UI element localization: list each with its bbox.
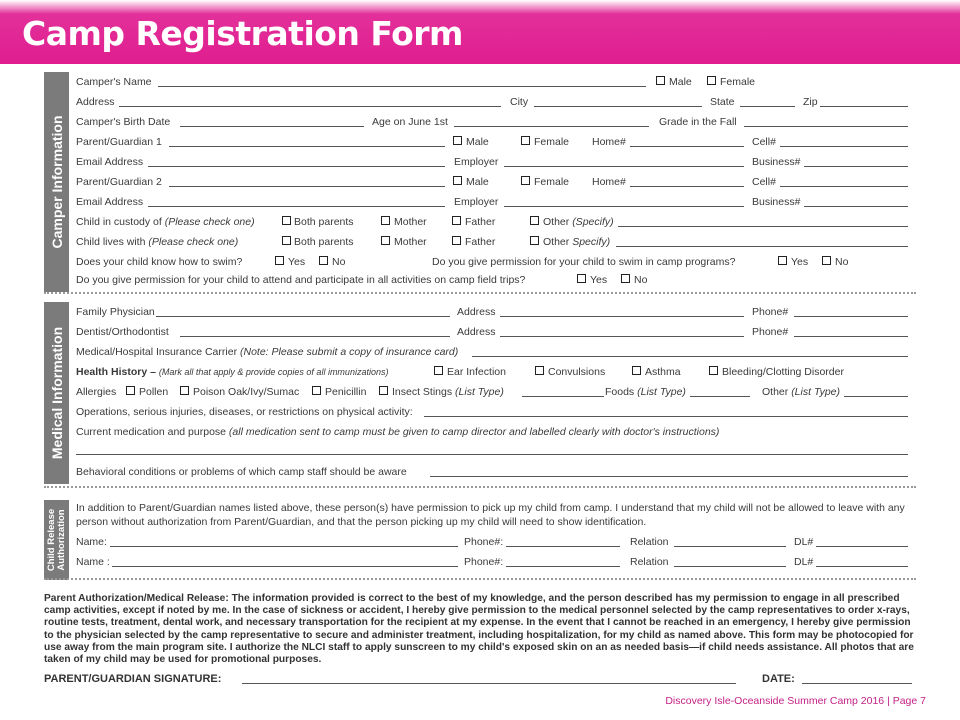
ear-infection-label: Ear Infection (447, 366, 506, 378)
custody-mother-label: Mother (394, 216, 427, 228)
lives-other-checkbox[interactable] (530, 236, 539, 245)
swim-permission-question: Do you give permission for your child to swim in camp programs? (432, 256, 736, 268)
parent1-cell-label: Cell# (752, 136, 776, 148)
camper-name-label: Camper's Name (76, 76, 152, 88)
grade-field[interactable] (744, 126, 908, 127)
pollen-checkbox[interactable] (126, 386, 135, 395)
medical-release-paragraph: Parent Authorization/Medical Release: The information provided is correct to the best of my knowledge, and the person described has my permission to engage in all prescribed camp activities, except if noted by me. In the case of sickness or accident, I hereby give permission to the medical personnel selected by the camp representatives to order x-rays, routine tests, treatment, dental work, and necessary transportation for the recipient at my expense. In the event that I cannot be reached in an emergency, I hereby give permission to the physician selected by the camp representative to secure and administer treatment, including hospitalization, for my child as named above. This form may be photocopied for use away from the main program site. I authorize the NLCI staff to apply sunscreen to my child's exposed skin on an as needed basis—if child needs assistance. All photos that are taken of my child may be used for promotional purposes. (44, 593, 914, 666)
release-relation2-field[interactable] (674, 566, 786, 567)
custody-father-label: Father (465, 216, 496, 228)
release-relation2-label: Relation (630, 556, 669, 568)
foods-list-type: (List Type) (637, 386, 686, 398)
city-label: City (510, 96, 529, 108)
swim-no-label: No (332, 256, 346, 268)
lives-specify: Specify) (572, 236, 611, 248)
birth-date-row (76, 114, 910, 130)
release-intro: In addition to Parent/Guardian names listed above, these person(s) have permission to pick up my child from camp. I understand that my child will not be allowed to leave with any person without authorization from Parent/Guardian, and that the person picking up my child will need to show identification. (76, 502, 905, 528)
custody-label-text: Child in custody of (76, 216, 165, 228)
grade-label: Grade in the Fall (659, 116, 737, 128)
health-history-row (76, 364, 910, 380)
allergies-row (76, 384, 910, 400)
operations-field[interactable] (424, 416, 908, 417)
swim-perm-no-label: No (835, 256, 849, 268)
insurance-label-text: Medical/Hospital Insurance Carrier (76, 346, 240, 358)
trips-yes-label: Yes (590, 274, 608, 286)
custody-other-label (543, 216, 614, 228)
convulsions-label: Convulsions (548, 366, 606, 378)
trips-no-label: No (634, 274, 648, 286)
swim-yes-label: Yes (288, 256, 306, 268)
dentist-field[interactable] (180, 336, 450, 337)
parent1-row (76, 134, 910, 150)
foods-label (605, 386, 686, 398)
asthma-label: Asthma (645, 366, 681, 378)
parent1-label: Parent/Guardian 1 (76, 136, 162, 148)
physician-row (76, 304, 910, 320)
swim-perm-no-checkbox[interactable] (822, 256, 831, 265)
insurance-label (76, 346, 458, 358)
operations-row (76, 404, 910, 420)
release-phone1-label: Phone#: (464, 536, 504, 548)
parent2-row (76, 174, 910, 190)
other-allergy-field[interactable] (844, 396, 908, 397)
insect-stings-label (392, 386, 504, 398)
trips-yes-checkbox[interactable] (577, 274, 586, 283)
convulsions-checkbox[interactable] (535, 366, 544, 375)
dentist-address-field[interactable] (500, 336, 744, 337)
custody-other-checkbox[interactable] (530, 216, 539, 225)
operations-label: Operations, serious injuries, diseases, or restrictions on physical activity: (76, 406, 413, 418)
parent2-business-label: Business# (752, 196, 801, 208)
parent1-email-field[interactable] (148, 166, 445, 167)
zip-label: Zip (803, 96, 818, 108)
camper-name-row (76, 74, 910, 90)
date-field[interactable] (802, 683, 912, 684)
zip-field[interactable] (820, 106, 908, 107)
parent1-male-label: Male (466, 136, 489, 148)
camper-section-bar (44, 72, 69, 292)
parent2-home-field[interactable] (630, 186, 744, 187)
page-footer: Discovery Isle-Oceanside Summer Camp 2016 | Page 7 (665, 695, 926, 707)
custody-hint: (Please check one) (164, 216, 255, 228)
behavioral-row (76, 464, 910, 480)
release-name1-label: Name: (76, 536, 107, 548)
physician-address-field[interactable] (500, 316, 744, 317)
release-name2-field[interactable] (112, 566, 458, 567)
insurance-note: (Note: Please submit a copy of insurance card) (239, 346, 459, 358)
release-dl2-label: DL# (794, 556, 814, 568)
ear-infection-checkbox[interactable] (434, 366, 443, 375)
allergies-label: Allergies (76, 386, 117, 398)
camper-name-field[interactable] (158, 86, 646, 87)
custody-both-label: Both parents (294, 216, 354, 228)
lives-with-label-text: Child lives with (76, 236, 149, 248)
date-label: DATE: (762, 673, 795, 685)
custody-both-checkbox[interactable] (282, 216, 291, 225)
age-label: Age on June 1st (372, 116, 448, 128)
swim-perm-yes-checkbox[interactable] (778, 256, 787, 265)
release-row-2 (76, 554, 910, 570)
release-dl1-field[interactable] (816, 546, 908, 547)
bleeding-label: Bleeding/Clotting Disorder (722, 366, 844, 378)
swim-perm-yes-label: Yes (791, 256, 809, 268)
release-name1-field[interactable] (110, 546, 458, 547)
penicillin-label: Penicillin (325, 386, 367, 398)
penicillin-checkbox[interactable] (312, 386, 321, 395)
parent1-email-label: Email Address (76, 156, 144, 168)
parent2-female-label: Female (534, 176, 570, 188)
parent1-email-row (76, 154, 910, 170)
medication-line-row (76, 442, 910, 458)
behavioral-field[interactable] (430, 476, 908, 477)
parent1-female-checkbox[interactable] (521, 136, 530, 145)
parent1-field[interactable] (169, 146, 445, 147)
release-phone2-field[interactable] (506, 566, 620, 567)
medical-section-bar (44, 302, 69, 484)
swim-row (76, 254, 910, 270)
parent2-employer-field[interactable] (504, 206, 744, 207)
lives-with-hint: (Please check one) (148, 236, 239, 248)
behavioral-label: Behavioral conditions or problems of which camp staff should be aware (76, 466, 407, 478)
birth-date-label: Camper's Birth Date (76, 116, 171, 128)
parent1-male-checkbox[interactable] (453, 136, 462, 145)
dentist-label: Dentist/Orthodontist (76, 326, 169, 338)
lives-with-row (76, 234, 910, 250)
parent1-female-label: Female (534, 136, 570, 148)
dentist-phone-label: Phone# (752, 326, 789, 338)
release-section-label (47, 509, 67, 571)
custody-row (76, 214, 910, 230)
lives-other-field[interactable] (616, 246, 908, 247)
page-title: Camp Registration Form (22, 14, 463, 53)
parent2-employer-label: Employer (454, 196, 499, 208)
release-section-bar (44, 500, 69, 580)
bleeding-checkbox[interactable] (709, 366, 718, 375)
dentist-phone-field[interactable] (794, 336, 908, 337)
other-allergy-label (762, 386, 840, 398)
parent2-female-checkbox[interactable] (521, 176, 530, 185)
dentist-address-label: Address (457, 326, 496, 338)
insect-list-type: (List Type) (455, 386, 504, 398)
health-history-title: Health History – (76, 366, 159, 378)
parent2-business-field[interactable] (804, 206, 908, 207)
camper-female-label: Female (720, 76, 756, 88)
address-row (76, 94, 910, 110)
release-row-1 (76, 534, 910, 550)
section-divider-2 (44, 486, 916, 488)
medication-label-text: Current medication and purpose (76, 426, 229, 438)
medical-section-label: Medical Information (48, 326, 65, 460)
parent2-cell-field[interactable] (780, 186, 908, 187)
lives-other-label (543, 236, 610, 248)
parent2-home-label: Home# (592, 176, 626, 188)
parent2-email-row (76, 194, 910, 210)
section-divider-1 (44, 292, 916, 294)
swim-no-checkbox[interactable] (319, 256, 328, 265)
release-dl1-label: DL# (794, 536, 814, 548)
trips-no-checkbox[interactable] (621, 274, 630, 283)
dentist-row (76, 324, 910, 340)
state-field[interactable] (740, 106, 795, 107)
lives-both-label: Both parents (294, 236, 354, 248)
other-allergy-text: Other (762, 386, 792, 398)
custody-other-text: Other (543, 216, 573, 228)
pollen-label: Pollen (139, 386, 169, 398)
physician-label: Family Physician (76, 306, 155, 318)
swim-yes-checkbox[interactable] (275, 256, 284, 265)
page-header (0, 0, 960, 64)
parent2-email-field[interactable] (148, 206, 445, 207)
lives-with-label (76, 236, 238, 248)
lives-other-text: Other (543, 236, 573, 248)
release-relation1-label: Relation (630, 536, 669, 548)
city-field[interactable] (534, 106, 702, 107)
address-field[interactable] (119, 106, 501, 107)
asthma-checkbox[interactable] (632, 366, 641, 375)
release-dl2-field[interactable] (816, 566, 908, 567)
medication-note: (all medication sent to camp must be given to camp director and labelled clearly with doctor's instructions) (228, 426, 720, 438)
physician-phone-field[interactable] (794, 316, 908, 317)
insurance-row (76, 344, 910, 360)
parent2-label: Parent/Guardian 2 (76, 176, 162, 188)
parent2-cell-label: Cell# (752, 176, 776, 188)
age-field[interactable] (454, 126, 649, 127)
birth-date-field[interactable] (180, 126, 364, 127)
swim-question: Does your child know how to swim? (76, 256, 243, 268)
release-label-line2: Authorization (55, 509, 67, 571)
parent2-male-checkbox[interactable] (453, 176, 462, 185)
insect-stings-field[interactable] (522, 396, 604, 397)
custody-mother-checkbox[interactable] (381, 216, 390, 225)
parent2-male-label: Male (466, 176, 489, 188)
lives-mother-label: Mother (394, 236, 427, 248)
physician-phone-label: Phone# (752, 306, 789, 318)
medication-label (76, 426, 719, 438)
release-name2-label: Name : (76, 556, 110, 568)
medication-field[interactable] (76, 454, 908, 455)
signature-field[interactable] (242, 683, 736, 684)
health-history-label (76, 366, 388, 378)
parent1-business-field[interactable] (804, 166, 908, 167)
release-phone1-field[interactable] (506, 546, 620, 547)
field-trips-question: Do you give permission for your child to attend and participate in all activities on camp field trips? (76, 274, 526, 286)
custody-label (76, 216, 255, 228)
custody-other-field[interactable] (618, 226, 908, 227)
release-label-line1: Child Release (45, 508, 57, 572)
insect-stings-checkbox[interactable] (379, 386, 388, 395)
insurance-field[interactable] (472, 356, 908, 357)
foods-text: Foods (605, 386, 638, 398)
medication-row (76, 424, 910, 440)
other-list-type: (List Type) (791, 386, 841, 398)
health-history-note: (Mark all that apply & provide copies of all immunizations) (158, 367, 389, 377)
parent1-cell-field[interactable] (780, 146, 908, 147)
field-trips-row (76, 272, 910, 288)
parent1-home-field[interactable] (630, 146, 744, 147)
parent1-employer-field[interactable] (504, 166, 744, 167)
custody-father-checkbox[interactable] (452, 216, 461, 225)
address-label: Address (76, 96, 115, 108)
custody-specify: (Specify) (572, 216, 614, 228)
poison-oak-label: Poison Oak/Ivy/Sumac (193, 386, 300, 398)
parent2-field[interactable] (169, 186, 445, 187)
state-label: State (710, 96, 735, 108)
lives-father-checkbox[interactable] (452, 236, 461, 245)
lives-mother-checkbox[interactable] (381, 236, 390, 245)
release-phone2-label: Phone#: (464, 556, 504, 568)
camper-male-label: Male (669, 76, 692, 88)
signature-label: PARENT/GUARDIAN SIGNATURE: (44, 673, 222, 685)
section-divider-3 (44, 578, 916, 580)
parent1-home-label: Home# (592, 136, 626, 148)
foods-field[interactable] (690, 396, 750, 397)
lives-both-checkbox[interactable] (282, 236, 291, 245)
camper-female-checkbox[interactable] (707, 76, 716, 85)
parent1-business-label: Business# (752, 156, 801, 168)
camper-male-checkbox[interactable] (656, 76, 665, 85)
parent1-employer-label: Employer (454, 156, 499, 168)
release-relation1-field[interactable] (674, 546, 786, 547)
insect-stings-text: Insect Stings (392, 386, 456, 398)
lives-father-label: Father (465, 236, 496, 248)
parent2-email-label: Email Address (76, 196, 144, 208)
poison-oak-checkbox[interactable] (180, 386, 189, 395)
physician-address-label: Address (457, 306, 496, 318)
physician-field[interactable] (156, 316, 450, 317)
camper-section-label: Camper Information (48, 115, 65, 249)
